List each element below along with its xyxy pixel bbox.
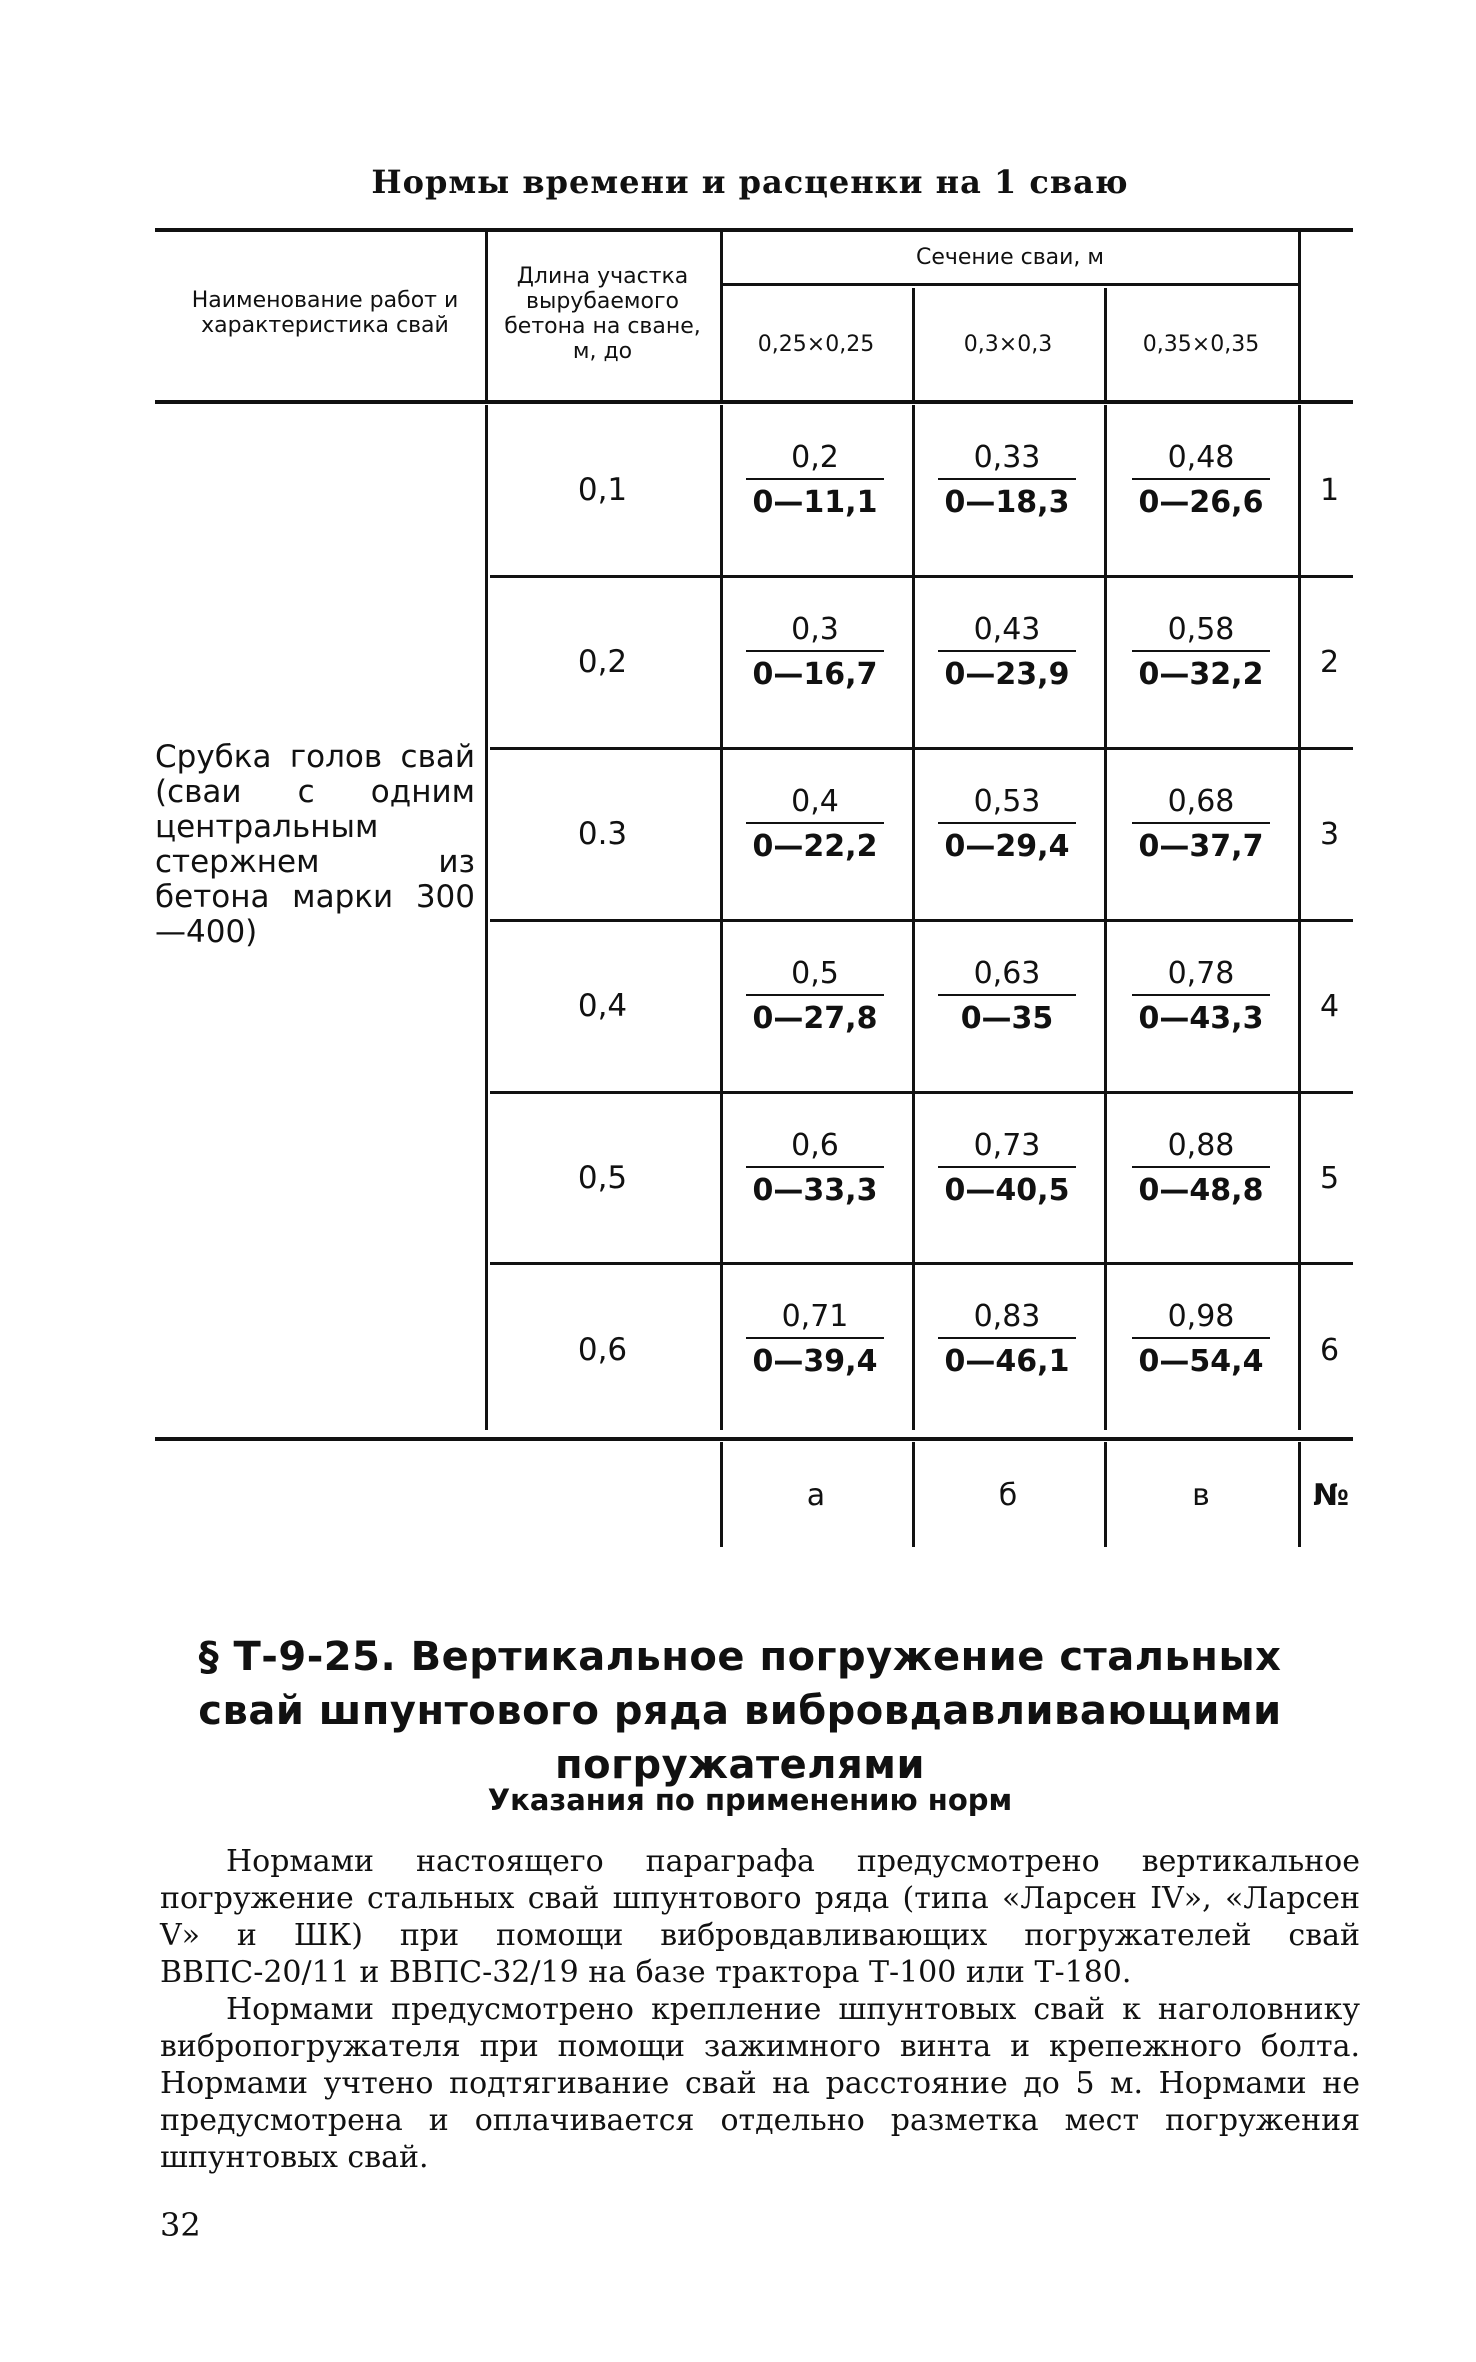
- table-caption: Нормы времени и расценки на 1 сваю: [371, 163, 1129, 201]
- price-rate: 0—32,2: [1138, 657, 1264, 692]
- rate-cell: [1126, 438, 1276, 526]
- row-separator: [490, 747, 1353, 750]
- key-divider: [1298, 1442, 1301, 1547]
- time-norm: 0,5: [746, 954, 884, 996]
- page-number: 32: [160, 2206, 201, 2244]
- time-norm: 0,43: [938, 610, 1076, 652]
- header-section-c: 0,35×0,35: [1142, 332, 1260, 357]
- header-work-name: Наименование работ и характеристика свай: [191, 287, 459, 338]
- body-divider: [1104, 405, 1107, 1430]
- header-section-a: 0,25×0,25: [757, 332, 875, 357]
- price-rate: 0—39,4: [752, 1344, 878, 1379]
- price-rate: 0—11,1: [752, 485, 878, 520]
- price-rate: 0—40,5: [944, 1173, 1070, 1208]
- row-separator: [490, 575, 1353, 578]
- table-header-rule: [155, 400, 1353, 404]
- rate-cell: [740, 438, 890, 526]
- work-name-cell: Срубка голов свай (сваи с одним центральным стержнем из бетона марки 300—400): [155, 739, 475, 950]
- rate-cell: [740, 782, 890, 870]
- time-norm: 0,83: [938, 1297, 1076, 1339]
- rate-cell: [932, 438, 1082, 526]
- rate-cell: [932, 954, 1082, 1042]
- rate-cell: [1126, 610, 1276, 698]
- time-norm: 0,4: [746, 782, 884, 824]
- price-rate: 0—18,3: [944, 485, 1070, 520]
- time-norm: 0,88: [1132, 1126, 1270, 1168]
- price-rate: 0—54,4: [1138, 1344, 1264, 1379]
- time-norm: 0,78: [1132, 954, 1270, 996]
- row-number: 3: [1319, 816, 1340, 852]
- time-norm: 0,48: [1132, 438, 1270, 480]
- rate-cell: [740, 1126, 890, 1214]
- time-norm: 0,63: [938, 954, 1076, 996]
- length-cell: 0,5: [577, 1160, 628, 1196]
- body-divider: [1298, 405, 1301, 1430]
- column-key-a: а: [806, 1477, 826, 1513]
- price-rate: 0—23,9: [944, 657, 1070, 692]
- price-rate: 0—46,1: [944, 1344, 1070, 1379]
- price-rate: 0—16,7: [752, 657, 878, 692]
- time-norm: 0,68: [1132, 782, 1270, 824]
- price-rate: 0—43,3: [1138, 1001, 1264, 1036]
- time-norm: 0,73: [938, 1126, 1076, 1168]
- rate-cell: [740, 954, 890, 1042]
- length-cell: 0,6: [577, 1332, 628, 1368]
- number-key: №: [1312, 1477, 1350, 1513]
- length-cell: 0,4: [577, 988, 628, 1024]
- row-separator: [490, 1262, 1353, 1265]
- time-norm: 0,33: [938, 438, 1076, 480]
- rate-cell: [1126, 782, 1276, 870]
- rate-cell: [1126, 1126, 1276, 1214]
- rate-cell: [932, 610, 1082, 698]
- rate-cell: [1126, 1297, 1276, 1385]
- length-cell: 0,1: [577, 472, 628, 508]
- rate-cell: [932, 782, 1082, 870]
- rate-cell: [932, 1297, 1082, 1385]
- row-number: 1: [1319, 472, 1340, 508]
- row-number: 2: [1319, 644, 1340, 680]
- time-norm: 0,98: [1132, 1297, 1270, 1339]
- table-bottom-rule: [155, 1437, 1353, 1441]
- body-divider: [485, 405, 488, 1430]
- header-divider: [1298, 232, 1301, 400]
- row-number: 4: [1319, 988, 1340, 1024]
- header-section-group: Сечение сваи, м: [915, 245, 1105, 270]
- rate-cell: [740, 1297, 890, 1385]
- price-rate: 0—48,8: [1138, 1173, 1264, 1208]
- column-key-b: б: [998, 1477, 1018, 1513]
- column-key-c: в: [1192, 1477, 1210, 1513]
- section-title: § Т-9-25. Вертикальное погружение стальных свай шпунтового ряда вибровдавливающими погружателями: [198, 1634, 1282, 1788]
- paragraph: Нормами предусмотрено крепление шпунтовых свай к наголовнику вибропогружателя при помощи зажимного винта и крепежного болта. Нормами учтено подтягивание свай на расстояние до 5 м. Нормами не предусмотрена и оплачивается отдельно разметка мест погружения шпунтовых свай.: [160, 1992, 1360, 2175]
- price-rate: 0—33,3: [752, 1173, 878, 1208]
- time-norm: 0,53: [938, 782, 1076, 824]
- length-cell: 0,2: [577, 644, 628, 680]
- row-separator: [490, 1091, 1353, 1094]
- rate-cell: [1126, 954, 1276, 1042]
- price-rate: 0—26,6: [1138, 485, 1264, 520]
- header-length: Длина участка вырубаемого бетона на сване, м, до: [504, 264, 701, 364]
- paragraph: Нормами настоящего параграфа предусмотрено вертикальное погружение стальных свай шпунтового ряда (типа «Ларсен IV», «Ларсен V» и ШК) при помощи вибровдавливающих погружателей свай ВВПС-20/11 и ВВПС-32/19 на базе трактора Т-100 или Т-180.: [160, 1844, 1360, 1990]
- price-rate: 0—37,7: [1138, 829, 1264, 864]
- row-separator: [490, 919, 1353, 922]
- price-rate: 0—27,8: [752, 1001, 878, 1036]
- time-norm: 0,58: [1132, 610, 1270, 652]
- time-norm: 0,3: [746, 610, 884, 652]
- time-norm: 0,2: [746, 438, 884, 480]
- body-divider: [912, 405, 915, 1430]
- rate-cell: [932, 1126, 1082, 1214]
- row-number: 5: [1319, 1160, 1340, 1196]
- time-norm: 0,71: [746, 1297, 884, 1339]
- price-rate: 0—29,4: [944, 829, 1070, 864]
- table-top-rule: [155, 228, 1353, 232]
- section-group-rule: [720, 283, 1298, 286]
- rate-cell: [740, 610, 890, 698]
- length-cell: 0.3: [577, 816, 628, 852]
- subsection-title: Указания по применению норм: [487, 1783, 1013, 1817]
- price-rate: 0—35: [960, 1001, 1054, 1036]
- body-divider: [720, 405, 723, 1430]
- header-section-b: 0,3×0,3: [963, 332, 1053, 357]
- row-number: 6: [1319, 1332, 1340, 1368]
- time-norm: 0,6: [746, 1126, 884, 1168]
- price-rate: 0—22,2: [752, 829, 878, 864]
